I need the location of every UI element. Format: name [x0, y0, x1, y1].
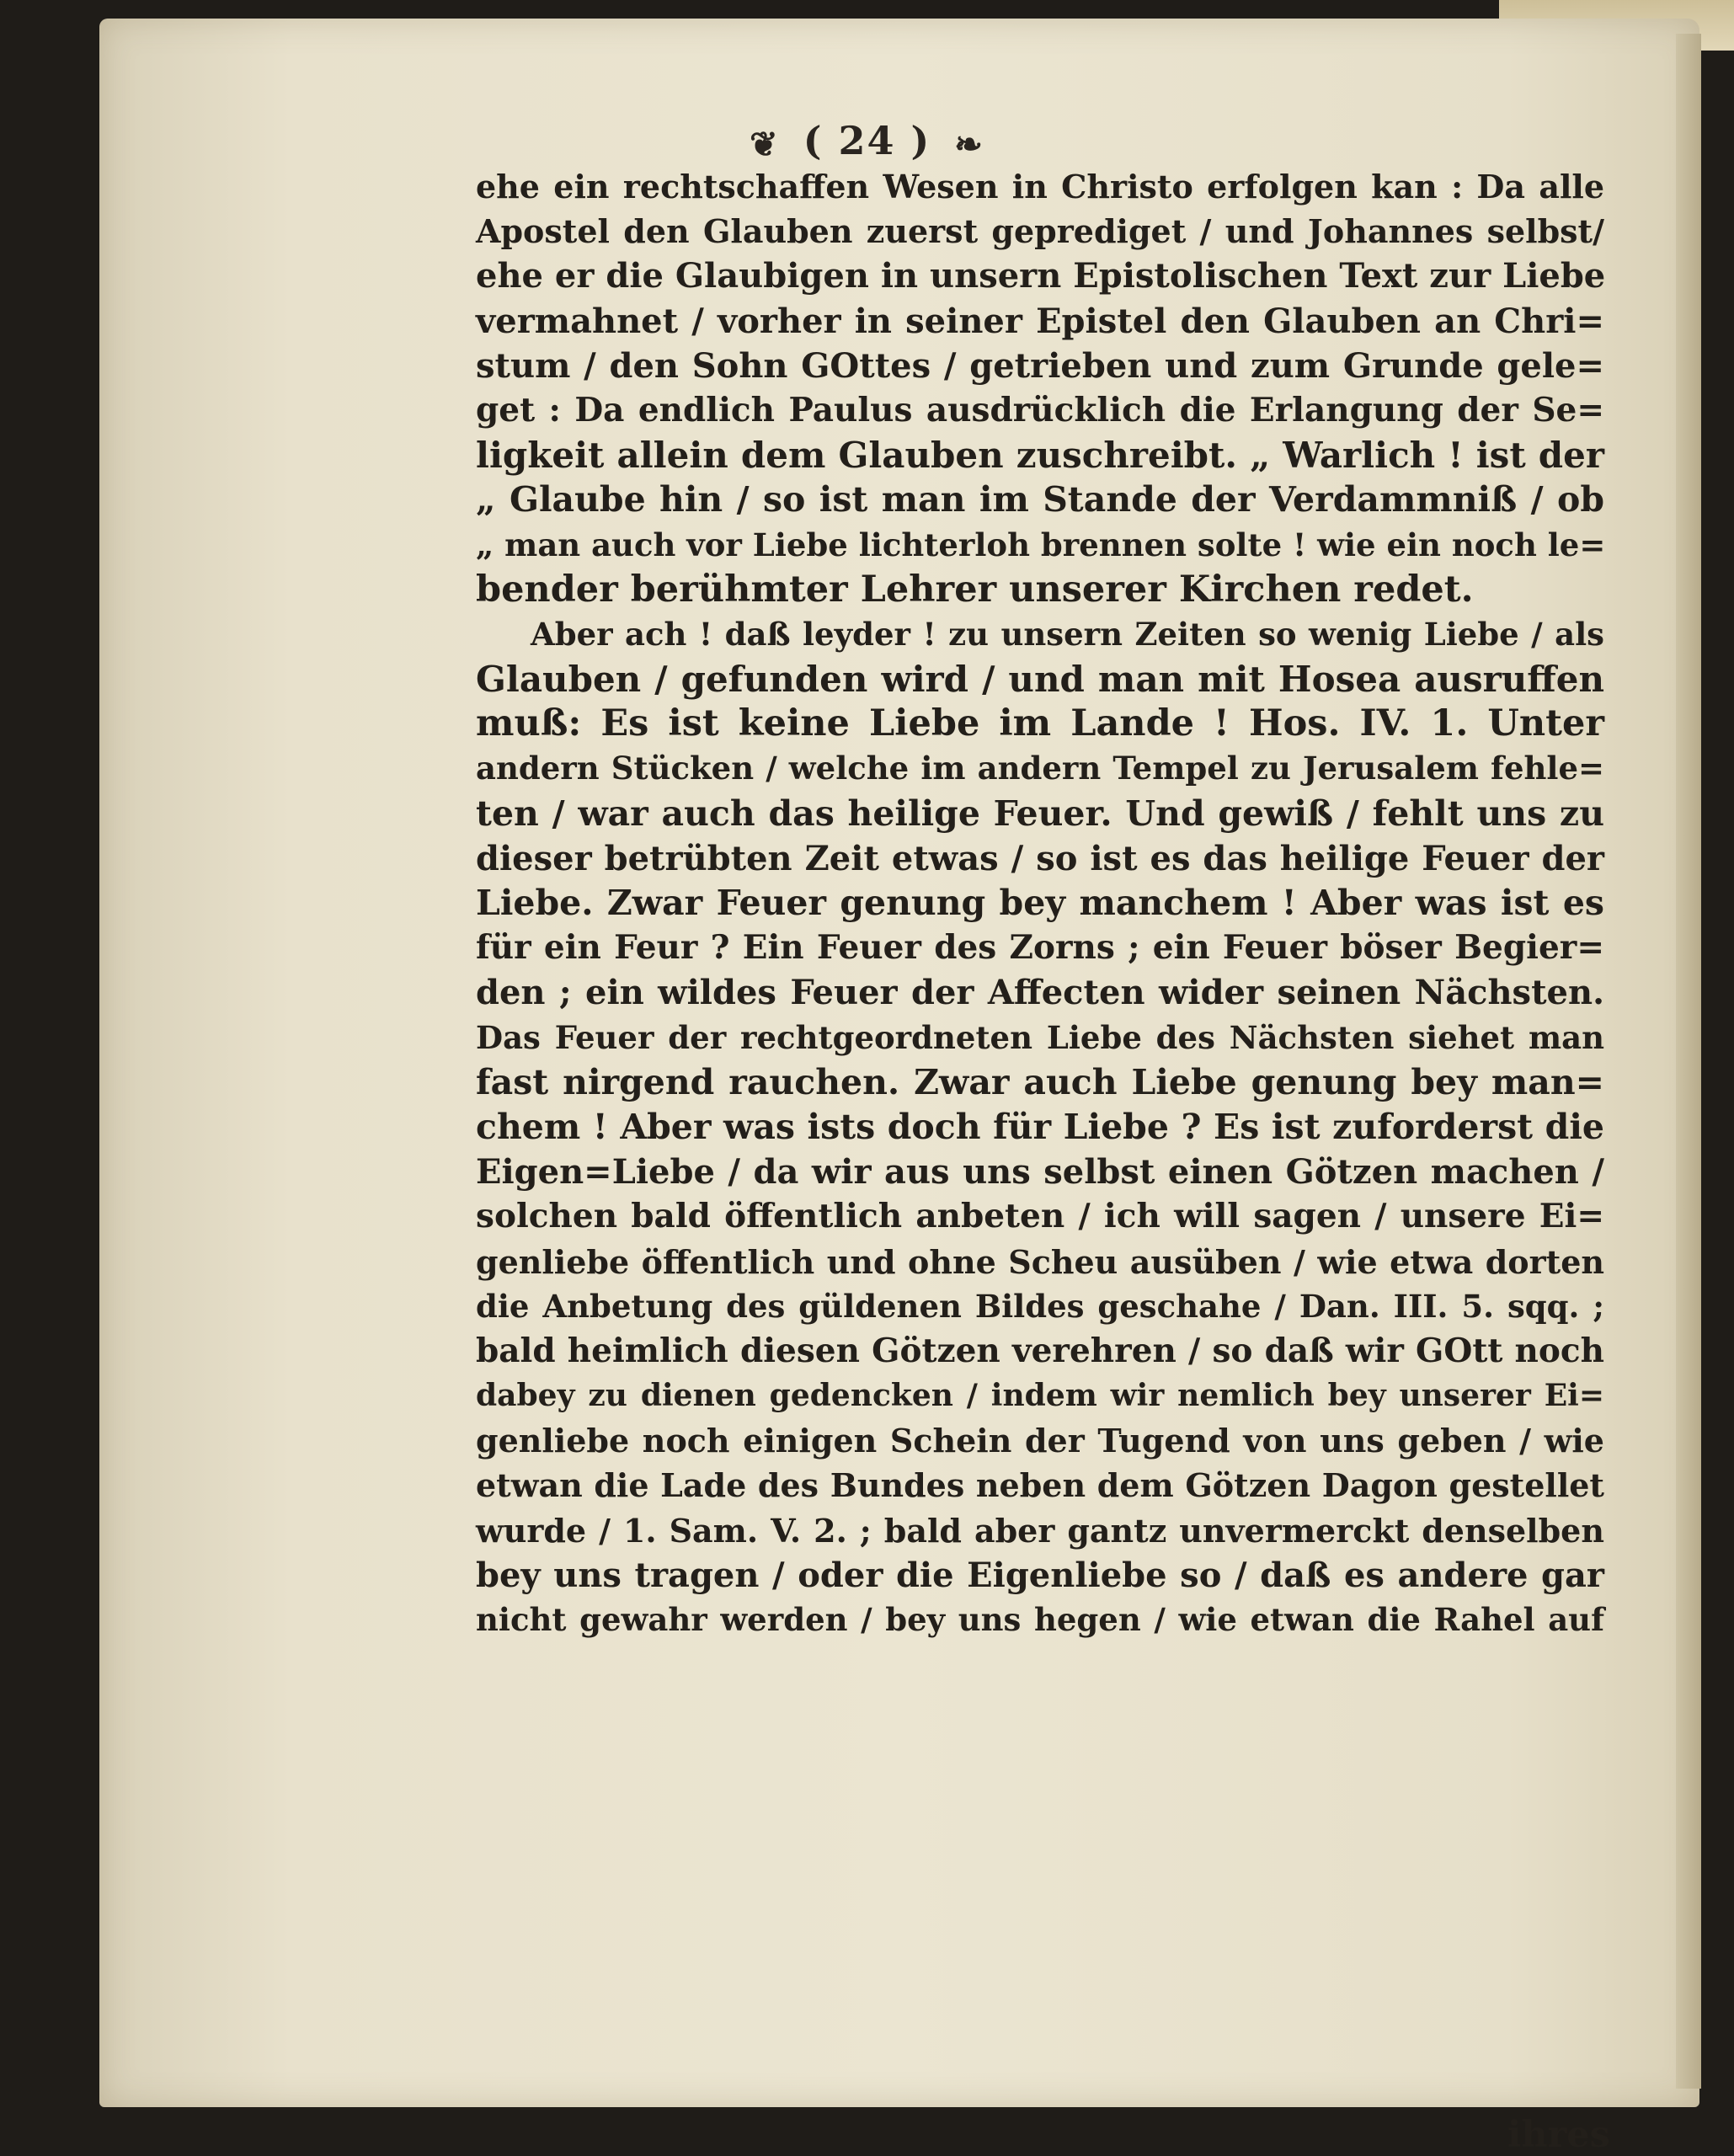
- text-line: vermahnet / vorher in seiner Epistel den Glauben an Chri=: [476, 301, 1604, 341]
- page-edge: [1676, 34, 1701, 2089]
- body-text: [476, 164, 1604, 1642]
- text-line: dabey zu dienen gedencken / indem wir nemlich bey unserer Ei=: [476, 1378, 1604, 1414]
- text-line: muß: Es ist keine Liebe im Lande ! Hos. IV. 1. Unter: [476, 702, 1604, 745]
- text-line: die Anbetung des güldenen Bildes geschahe / Dan. III. 5. sqq. ;: [476, 1287, 1604, 1325]
- ornament-right-icon: ❧: [954, 124, 984, 164]
- text-line: chem ! Aber was ists doch für Liebe ? Es ist zuforderst die: [476, 1106, 1604, 1147]
- text-line: fast nirgend rauchen. Zwar auch Liebe genung bey man=: [476, 1061, 1604, 1102]
- text-line: Das Feuer der rechtgeordneten Liebe des Nächsten siehet man: [476, 1018, 1604, 1056]
- text-line: Eigen=Liebe / da wir aus uns selbst einen Götzen machen /: [476, 1152, 1604, 1193]
- text-line: andern Stücken / welche im andern Tempel zu Jerusalem fehle=: [476, 750, 1604, 787]
- text-line: bey uns tragen / oder die Eigenliebe so / daß es andere gar: [476, 1555, 1604, 1595]
- text-line: ten / war auch das heilige Feuer. Und gewiß / fehlt uns zu: [476, 792, 1604, 834]
- text-line: bald heimlich diesen Götzen verehren / so daß wir GOtt noch: [476, 1331, 1604, 1370]
- text-line: Apostel den Glauben zuerst geprediget / und Johannes selbst/: [476, 212, 1604, 251]
- text-line: „ Glaube hin / so ist man im Stande der Verdammniß / ob: [476, 479, 1604, 520]
- text-line: Aber ach ! daß leyder ! zu unsern Zeiten so wenig Liebe / als: [531, 615, 1604, 653]
- ornament-left-icon: ❦: [750, 124, 780, 164]
- text-line: „ man auch vor Liebe lichterloh brennen solte ! wie ein noch le=: [476, 526, 1606, 563]
- text-line: bender berühmter Lehrer unserer Kirchen redet.: [476, 568, 1474, 611]
- text-line: genliebe noch einigen Schein der Tugend von uns geben / wie: [476, 1422, 1604, 1460]
- text-line: den ; ein wildes Feuer der Affecten wider seinen Nächsten.: [476, 973, 1604, 1013]
- text-line: ehe ein rechtschaffen Wesen in Christo erfolgen kan : Da alle: [476, 168, 1604, 205]
- text-line: ehe er die Glaubigen in unsern Epistolischen Text zur Liebe: [476, 256, 1606, 296]
- text-line: genliebe öffentlich und ohne Scheu ausüben / wie etwa dorten: [476, 1242, 1604, 1281]
- text-line: stum / den Sohn GOttes / getrieben und zum Grunde gele=: [476, 345, 1604, 386]
- text-line: dieser betrübten Zeit etwas / so ist es das heilige Feuer der: [476, 838, 1604, 878]
- text-line: Glauben / gefunden wird / und man mit Hosea ausruffen: [476, 659, 1604, 701]
- text-line: solchen bald öffentlich anbeten / ich will sagen / unsere Ei=: [476, 1197, 1604, 1236]
- text-line: etwan die Lade des Bundes neben dem Götzen Dagon gestellet: [476, 1466, 1604, 1505]
- text-line: ligkeit allein dem Glauben zuschreibt. „ Warlich ! ist der: [476, 435, 1604, 477]
- page-number: ( 24 ): [803, 118, 931, 163]
- page-header: [0, 118, 1734, 164]
- text-line: Liebe. Zwar Feuer genung bey manchem ! Aber was ist es: [476, 883, 1604, 923]
- text-line: get : Da endlich Paulus ausdrücklich die Erlangung der Se=: [476, 390, 1604, 430]
- text-line: für ein Feur ? Ein Feuer des Zorns ; ein Feuer böser Begier=: [476, 928, 1604, 968]
- text-line: wurde / 1. Sam. V. 2. ; bald aber gantz unvermerckt denselben: [476, 1511, 1604, 1550]
- text-line: nicht gewahr werden / bey uns hegen / wie etwan die Rahel auf: [476, 1601, 1604, 1638]
- catchword: ihres: [1507, 2114, 1610, 2156]
